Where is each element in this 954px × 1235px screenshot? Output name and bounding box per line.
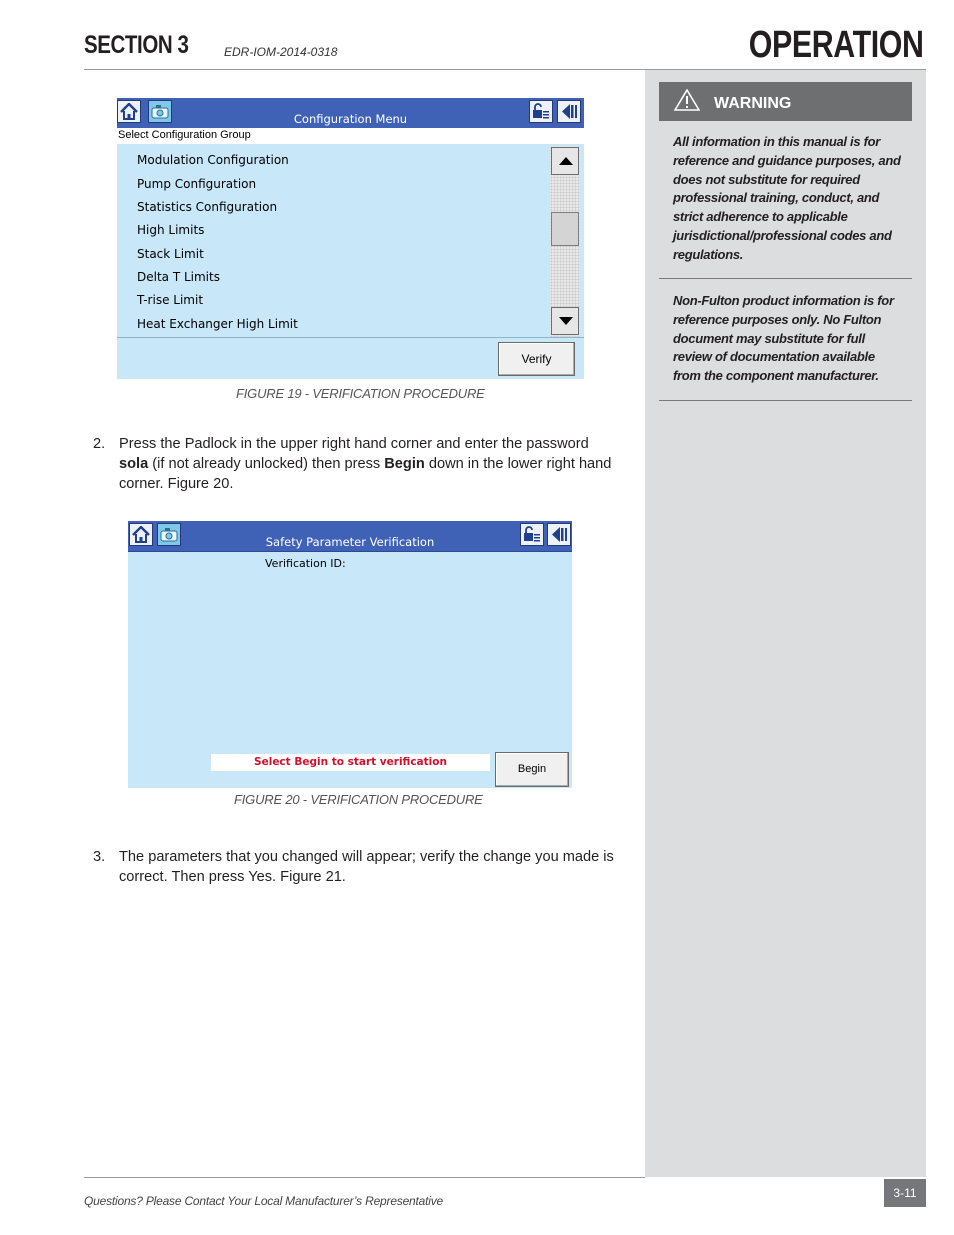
figure-19-caption: FIGURE 19 - VERIFICATION PROCEDURE: [236, 386, 485, 401]
configuration-menu-screen: [117, 98, 584, 379]
verification-id-label: Verification ID:: [265, 557, 346, 570]
step-number: 3.: [93, 849, 106, 865]
triangle-up-icon: [558, 156, 574, 166]
back-arrow-icon: [560, 103, 578, 120]
config-group-subheader: [117, 128, 584, 144]
warning-label: WARNING: [714, 95, 792, 112]
list-item[interactable]: Modulation Configuration: [137, 153, 289, 167]
step-number: 2.: [93, 436, 106, 452]
scroll-up-button[interactable]: [551, 147, 579, 175]
step-text-part: down in the lower right hand corner. Figure 20.: [119, 456, 612, 492]
page-title: OPERATION: [749, 24, 924, 66]
note-text: Non-Fulton product information is for reference purposes only. No Fulton document may substitute for full review of documentation available from the component manufacturer.: [673, 293, 894, 384]
step-text-part: Press the Padlock in the upper right hand corner and enter the password: [119, 436, 589, 452]
padlock-icon: [532, 103, 550, 120]
warning-icon: [674, 89, 700, 116]
side-divider: [659, 278, 912, 279]
list-item[interactable]: T-rise Limit: [137, 293, 204, 307]
screen-title: Configuration Menu: [293, 112, 408, 126]
list-item[interactable]: Statistics Configuration: [137, 200, 278, 214]
footer-contact: Questions? Please Contact Your Local Manufacturer’s Representative: [84, 1194, 444, 1208]
list-item[interactable]: High Limits: [137, 223, 205, 237]
step-text: [119, 434, 619, 494]
back-button[interactable]: [547, 523, 571, 546]
screen-title: Safety Parameter Verification: [265, 535, 435, 549]
begin-button[interactable]: Begin: [495, 752, 569, 787]
triangle-down-icon: [558, 316, 574, 326]
title-bar: [128, 521, 572, 552]
back-button[interactable]: [557, 100, 581, 123]
step-text-part: (if not already unlocked) then press: [148, 456, 385, 472]
back-arrow-icon: [550, 526, 568, 543]
scroll-down-button[interactable]: [551, 307, 579, 335]
padlock-button[interactable]: [529, 100, 553, 123]
section-label: SECTION 3: [84, 31, 189, 59]
padlock-icon: [523, 526, 541, 543]
warning-box: [659, 82, 912, 121]
page-number: 3-11: [884, 1179, 926, 1207]
list-item[interactable]: Stack Limit: [137, 247, 204, 261]
warning-text: All information in this manual is for reference and guidance purposes, and does not substitute for required professional training, conduct, and strict adherence to applicable jurisdictional/professional codes and regulations.: [673, 134, 901, 262]
scroll-thumb[interactable]: [551, 212, 579, 246]
config-group-list: [120, 145, 550, 337]
side-divider: [659, 400, 912, 401]
figure-20-caption: FIGURE 20 - VERIFICATION PROCEDURE: [234, 792, 483, 807]
safety-verification-screen: [128, 521, 572, 788]
begin-word: Begin: [384, 456, 425, 472]
footer-rule: [84, 1177, 645, 1178]
document-id: EDR-IOM-2014-0318: [224, 45, 338, 59]
subheader-text: Select Configuration Group: [118, 129, 251, 141]
padlock-button[interactable]: [520, 523, 544, 546]
password-text: sola: [119, 456, 149, 472]
list-item[interactable]: Heat Exchanger High Limit: [137, 317, 298, 331]
list-item[interactable]: Pump Configuration: [137, 177, 257, 191]
title-bar: [117, 98, 584, 129]
verify-button[interactable]: Verify: [498, 342, 575, 376]
list-divider: [117, 337, 584, 338]
list-item[interactable]: Delta T Limits: [137, 270, 220, 284]
step-text: The parameters that you changed will appear; verify the change you made is correct. Then press Yes. Figure 21.: [119, 849, 614, 885]
list-scrollbar[interactable]: [550, 146, 580, 337]
status-message: Select Begin to start verification: [211, 754, 490, 771]
